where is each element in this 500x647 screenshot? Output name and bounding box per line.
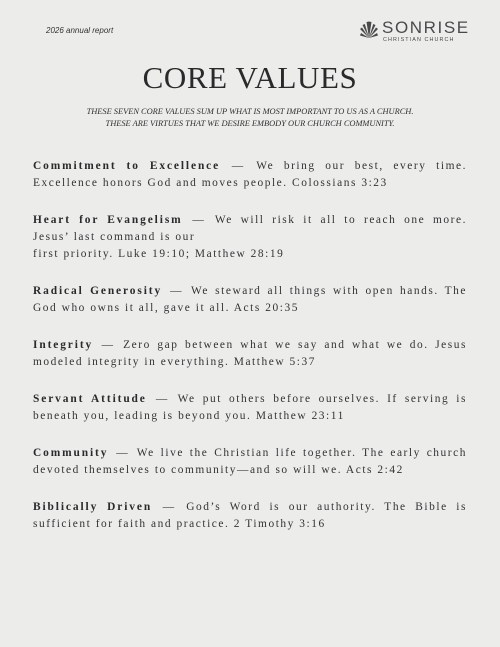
separator: — (192, 214, 206, 226)
core-value-name: Biblically Driven (33, 501, 153, 513)
core-value-description: Zero gap between what we say and what we do. Jesus modeled integrity in everything. Matthew 5:37 (33, 339, 468, 368)
core-value-description: We put others before ourselves. If serving is beneath you, leading is beyond you. Matthew 23:11 (33, 393, 467, 422)
report-label: 2026 annual report (46, 26, 114, 35)
core-values-list (33, 158, 467, 553)
core-value-name: Commitment to Excellence (33, 160, 221, 172)
page-subtitle: THESE SEVEN CORE VALUES SUM UP WHAT IS MOST IMPORTANT TO US AS A CHURCH. THESE ARE VIRTUES THAT WE DESIRE EMBODY OUR CHURCH COMMUNITY. (86, 107, 414, 128)
page-title: CORE VALUES (142, 60, 358, 95)
core-value-description: We steward all things with open hands. The God who owns it all, gave it all. Acts 20:35 (33, 285, 467, 314)
core-value-item (33, 445, 467, 479)
sunrise-rays-icon (358, 20, 380, 40)
core-value-name: Radical Generosity (33, 285, 163, 297)
core-value-description: We live the Christian life together. The early church devoted themselves to community—and so will we. Acts 2:42 (33, 447, 467, 476)
core-value-item (33, 212, 467, 263)
logo-subtitle: CHRISTIAN CHURCH (383, 37, 455, 43)
separator: — (170, 285, 184, 297)
separator: — (231, 160, 245, 172)
separator: — (116, 447, 130, 459)
church-logo (358, 18, 470, 44)
logo-name: SONRISE (382, 18, 470, 37)
core-value-description: God’s Word is our authority. The Bible is sufficient for faith and practice. 2 Timothy 3:16 (33, 501, 467, 530)
core-value-description: We will risk it all to reach one more. Jesus’ last command is our (33, 214, 468, 243)
separator: — (162, 501, 176, 513)
core-value-item (33, 337, 467, 371)
core-value-item (33, 499, 467, 533)
core-value-name: Community (33, 447, 109, 459)
core-value-description: We bring our best, every time. Excellence honors God and moves people. Colossians 3:23 (33, 160, 467, 189)
core-value-name: Heart for Evangelism (33, 214, 183, 226)
core-value-item (33, 283, 467, 317)
separator: — (101, 339, 115, 351)
core-value-description-continued: first priority. Luke 19:10; Matthew 28:19 (33, 248, 285, 260)
core-value-item (33, 391, 467, 425)
core-value-name: Servant Attitude (33, 393, 147, 405)
core-value-item (33, 158, 467, 192)
core-value-name: Integrity (33, 339, 94, 351)
separator: — (155, 393, 169, 405)
